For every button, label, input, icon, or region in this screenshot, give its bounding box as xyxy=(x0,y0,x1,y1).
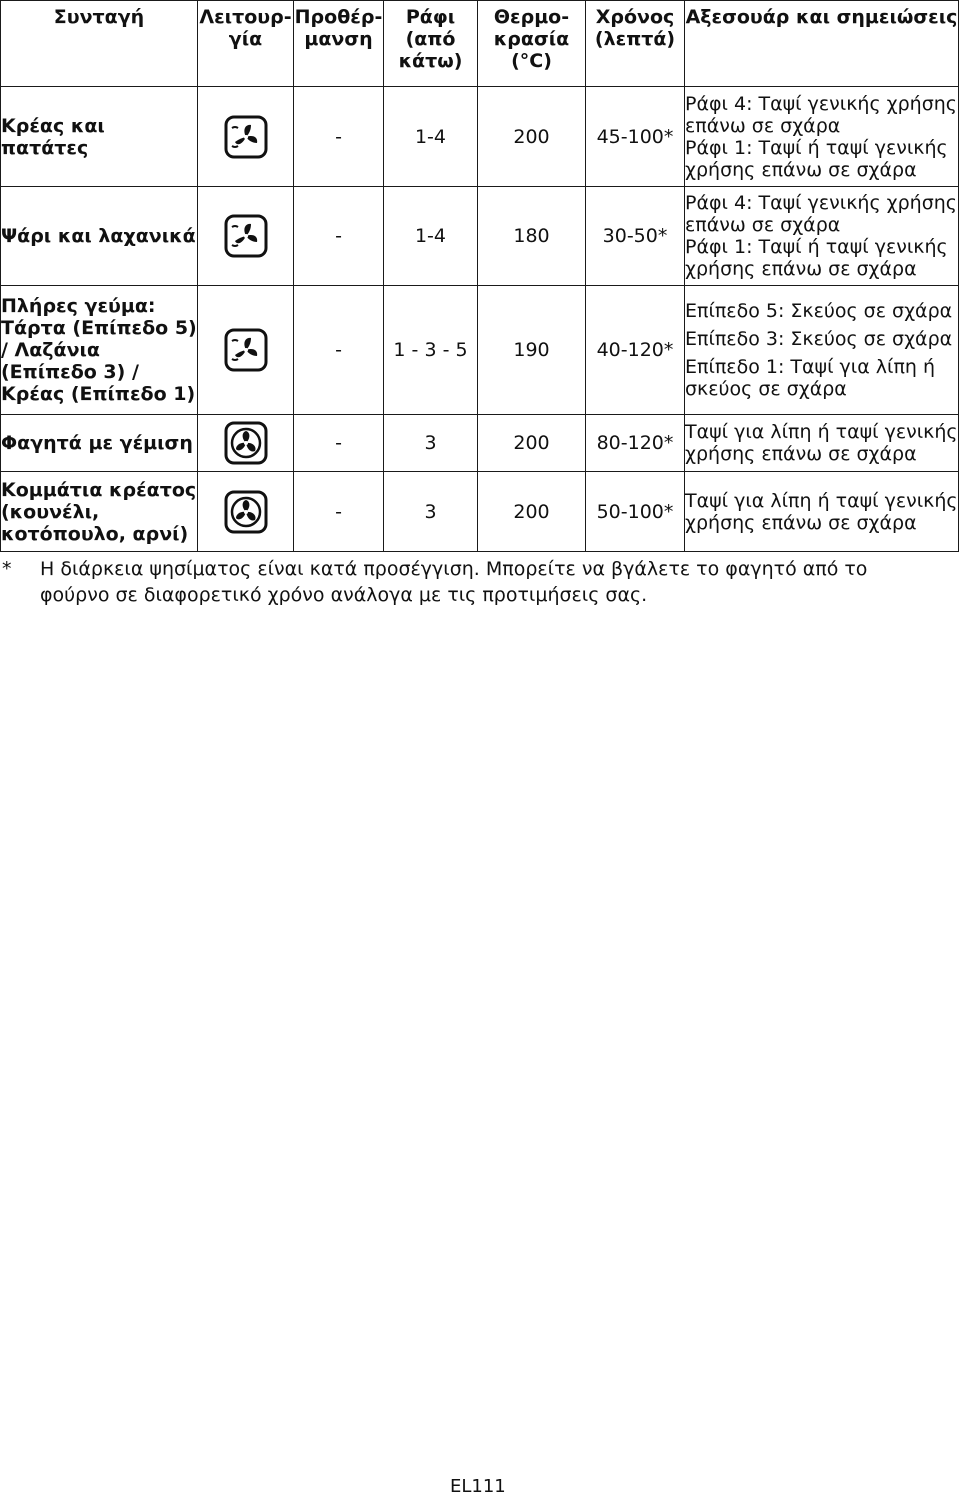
function-cell xyxy=(198,187,294,286)
temperature-cell: 200 xyxy=(478,415,586,472)
convection-bake-icon xyxy=(224,214,268,258)
function-cell xyxy=(198,472,294,552)
function-cell xyxy=(198,87,294,187)
table-row xyxy=(1,415,959,472)
table-row xyxy=(1,286,959,415)
time-cell: 40-120* xyxy=(586,286,685,415)
time-cell: 30-50* xyxy=(586,187,685,286)
header-accessories: Αξεσουάρ και σημειώσεις xyxy=(685,1,959,87)
preheat-cell: - xyxy=(294,187,384,286)
shelf-cell: 1-4 xyxy=(384,187,478,286)
accessory-note: Ράφι 4: Ταψί γενικής χρήσης επάνω σε σχάρα xyxy=(685,192,957,236)
accessory-note: Ράφι 4: Ταψί γενικής χρήσης επάνω σε σχάρα xyxy=(685,92,957,137)
footnote-text: Η διάρκεια ψησίματος είναι κατά προσέγγιση. Μπορείτε να βγάλετε το φαγητό από το φούρνο σε διαφορετικό χρόνο ανάλογα με τις προτιμήσεις σας. xyxy=(40,558,868,606)
header-function: Λειτουρ-γία xyxy=(198,1,294,87)
recipe-cell: Κρέας και πατάτες xyxy=(1,87,198,187)
recipe-cell: Ψάρι και λαχανικά xyxy=(1,187,198,286)
recipe-cell: Φαγητά με γέμιση xyxy=(1,415,198,472)
shelf-cell: 1 - 3 - 5 xyxy=(384,286,478,415)
accessory-note: Ταψί για λίπη ή ταψί γενικής χρήσης επάνω σε σχάρα xyxy=(685,421,958,465)
shelf-cell: 3 xyxy=(384,415,478,472)
preheat-cell: - xyxy=(294,286,384,415)
accessory-note: Ταψί για λίπη ή ταψί γενικής χρήσης επάνω σε σχάρα xyxy=(685,489,958,534)
page-number: EL111 xyxy=(450,1476,506,1497)
accessories-cell xyxy=(685,187,959,286)
time-cell: 45-100* xyxy=(586,87,685,187)
accessories-cell xyxy=(685,286,959,415)
shelf-cell: 3 xyxy=(384,472,478,552)
shelf-cell: 1-4 xyxy=(384,87,478,187)
preheat-cell: - xyxy=(294,415,384,472)
recipe-cell: Κομμάτια κρέατος (κουνέλι, κοτόπουλο, αρνί) xyxy=(1,472,198,552)
temperature-cell: 180 xyxy=(478,187,586,286)
accessories-cell xyxy=(685,415,959,472)
function-cell xyxy=(198,415,294,472)
temperature-cell: 200 xyxy=(478,87,586,187)
time-cell: 80-120* xyxy=(586,415,685,472)
header-temperature: Θερμο-κρασία (°C) xyxy=(478,1,586,87)
accessories-cell xyxy=(685,472,959,552)
accessories-cell xyxy=(685,87,959,187)
temperature-cell: 190 xyxy=(478,286,586,415)
header-shelf: Ράφι (από κάτω) xyxy=(384,1,478,87)
accessory-note: Ράφι 1: Ταψί ή ταψί γενικής χρήσης επάνω σε σχάρα xyxy=(685,236,948,280)
accessory-note: Επίπεδο 5: Σκεύος σε σχάρα xyxy=(685,300,953,322)
table-row xyxy=(1,87,959,187)
fan-heating-icon xyxy=(224,421,268,465)
cooking-table xyxy=(0,0,959,552)
convection-bake-icon xyxy=(224,115,268,159)
accessory-note: Ράφι 1: Ταψί ή ταψί γενικής χρήσης επάνω σε σχάρα xyxy=(685,136,948,181)
accessory-note: Επίπεδο 3: Σκεύος σε σχάρα xyxy=(685,328,953,350)
table-row xyxy=(1,187,959,286)
time-cell: 50-100* xyxy=(586,472,685,552)
fan-heating-icon xyxy=(224,490,268,534)
preheat-cell: - xyxy=(294,472,384,552)
temperature-cell: 200 xyxy=(478,472,586,552)
preheat-cell: - xyxy=(294,87,384,187)
footnote-marker: * xyxy=(2,558,12,580)
accessory-note: Επίπεδο 1: Ταψί για λίπη ή σκεύος σε σχάρα xyxy=(685,356,936,400)
header-recipe: Συνταγή xyxy=(1,1,198,87)
convection-bake-icon xyxy=(224,328,268,372)
header-row xyxy=(1,1,959,87)
recipe-cell: Πλήρες γεύμα: Τάρτα (Επίπεδο 5) / Λαζάνια (Επίπεδο 3) / Κρέας (Επίπεδο 1) xyxy=(1,286,198,415)
table-row xyxy=(1,472,959,552)
header-time: Χρόνος (λεπτά) xyxy=(586,1,685,87)
function-cell xyxy=(198,286,294,415)
header-preheat: Προθέρ-μανση xyxy=(294,1,384,87)
